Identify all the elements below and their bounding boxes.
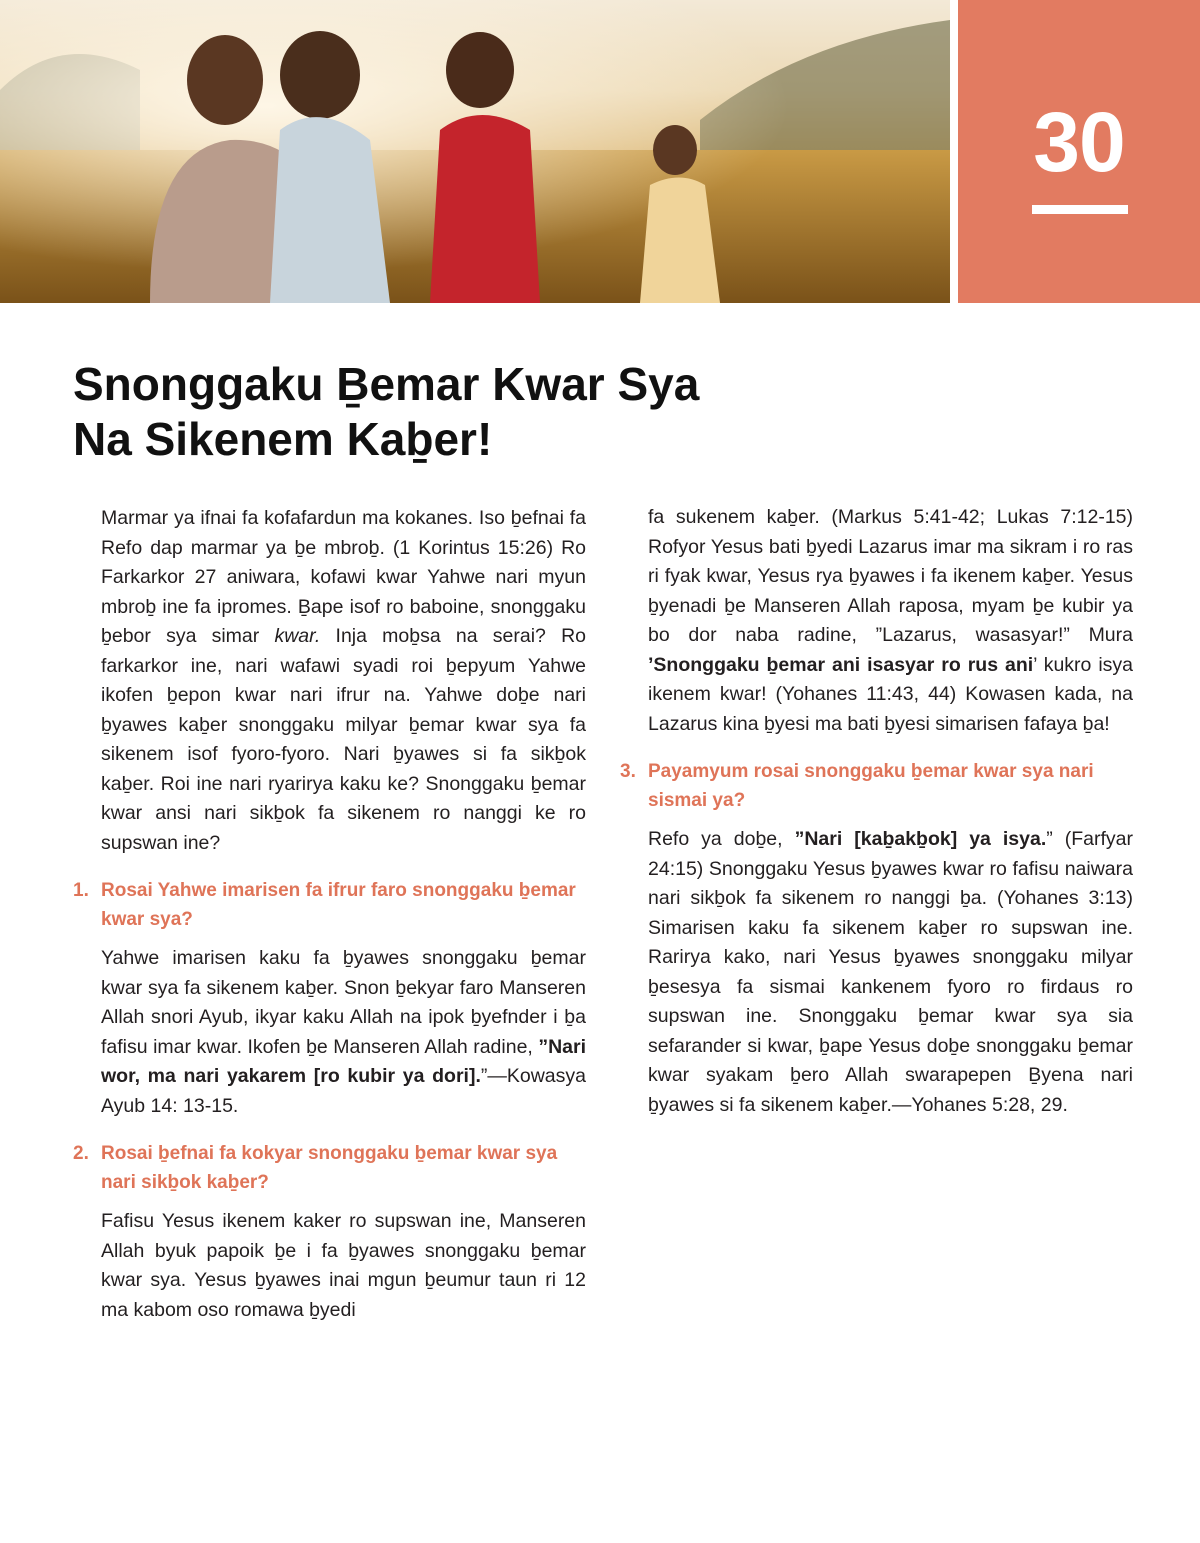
- lesson-number-badge: [958, 0, 1200, 303]
- question-1-number: 1.: [73, 880, 89, 901]
- answer-1: [73, 944, 586, 1121]
- question-2-text: Rosai ḇefnai fa kokyar snonggaku ḇemar kwar sya nari sikḇok kaḇer?: [101, 1143, 558, 1193]
- lesson-number: 30: [1033, 95, 1125, 189]
- answer-2-continued: fa sukenem kaḇer. (Markus 5:41-42; Lukas 7:12-15) Rofyor Yesus bati ḇyedi Lazarus imar ma sikram i ro ras ri fyak kwar, Yesus rya ḇyawes i fa ikenem kaḇer. Yesus ḇyenadi ḇe Manseren Allah raposa, myam ḇe kubir ya bo dor naba radine, ”Lazarus, wasasyar!” Mura: [648, 506, 1133, 646]
- intro-italic: kwar.: [274, 625, 321, 647]
- answer-2-text-b: ’ kukro isya ikenem kwar! (Yohanes 11:43, 44) Kowasen kada, na Lazarus kina ḇyesi ma bati ḇyesi simarisen fafaya ḇa!: [648, 653, 1133, 735]
- answer-1-quote: ”Nari wor, ma nari yakarem [ro kubir ya dori].: [101, 1035, 586, 1087]
- page-title: [73, 357, 833, 467]
- answer-3-text-b: ” (Farfyar 24:15) Snonggaku Yesus ḇyawes kwar ro fafisu naiwara nari sikḇok fa sikenem ro nanggi ḇa. (Yohanes 3:13) Simarisen kaku fa sikenem kaḇer ro supswan ine. Rarirya kako, nari Yesus ḇyawes snonggaku milyar ḇesesya fa sismai kankenem fyoro ro firdaus ro supswan ine. Snonggaku ḇemar kwar sya sia sefarander si kwar, ḇape Yesus doḇe snonggaku ḇemar kwar syakam ḇero Allah swarapepen Ḇyena nari ḇyawes si fa sikenem kaḇer.—Yohanes 5:28, 29.: [648, 828, 1133, 1116]
- intro-paragraph: [73, 504, 586, 858]
- right-column: [620, 503, 1133, 1120]
- answer-2-part-2: [620, 503, 1133, 739]
- intro-text-1: Marmar ya ifnai fa kofafardun ma kokanes. Iso ḇefnai fa Refo dap marmar ya ḇe mbroḇ. (1 Korintus 15:26) Ro Farkarkor 27 aniwara, kofawi kwar Yahwe nari myun mbroḇ ine fa ipromes. Ḇape isof ro baboine, snonggaku ḇebor sya simar: [101, 507, 586, 647]
- family-in-field-photo-icon: [0, 0, 950, 303]
- badge-underline: [1032, 205, 1128, 214]
- title-line-1: Snonggaku Ḇemar Kwar Sya: [73, 358, 700, 410]
- answer-2-part-1: [73, 1207, 586, 1325]
- title-line-2: Na Sikenem Kaḇer!: [73, 413, 493, 465]
- left-column: [73, 504, 586, 1325]
- answer-3-quote: ”Nari [kaḇakḇok] ya isya.: [794, 828, 1047, 850]
- answer-3: [620, 825, 1133, 1120]
- answer-2-text-a: Fafisu Yesus ikenem kaker ro supswan ine, Manseren Allah byuk papoik ḇe i fa ḇyawes snonggaku ḇemar kwar sya. Yesus ḇyawes inai mgun ḇeumur taun ri 12 ma kabom oso romawa ḇyedi: [101, 1210, 586, 1321]
- question-2: [73, 1139, 586, 1197]
- answer-3-text-a: Refo ya doḇe,: [648, 828, 795, 850]
- question-3-text: Payamyum rosai snonggaku ḇemar kwar sya nari sismai ya?: [648, 761, 1094, 811]
- answer-1-text-b: ”—Kowasya Ayub 14: 13-15.: [101, 1065, 586, 1117]
- question-1: [73, 876, 586, 934]
- question-2-number: 2.: [73, 1143, 89, 1164]
- question-1-text: Rosai Yahwe imarisen fa ifrur faro snonggaku ḇemar kwar sya?: [101, 880, 576, 930]
- question-3: [620, 757, 1133, 815]
- answer-2-quote: ’Snonggaku ḇemar ani isasyar ro rus ani: [648, 653, 1034, 676]
- answer-1-text-a: Yahwe imarisen kaku fa ḇyawes snonggaku ḇemar kwar sya fa sikenem kaḇer. Snon ḇekyar faro Manseren Allah snori Ayub, ikyar kaku Allah na ipok ḇyefnder i ḇa fafisu imar kwar. Ikofen ḇe Manseren Allah radine,: [101, 947, 586, 1058]
- intro-text-2: Inja moḇsa na serai? Ro farkarkor ine, nari wafawi syadi roi ḇepyum Yahwe ikofen ḇepon kwar nari ifrur na. Yahwe doḇe nari ḇyawes kaḇer snonggaku milyar ḇemar kwar sya fa sikenem isof fyoro-fyoro. Nari ḇyawes si fa sikḇok kaḇer. Roi ine nari ryarirya kaku ke? Snonggaku ḇemar kwar ansi nari sikḇok fa sikenem ro nanggi ke ro supswan ine?: [101, 625, 586, 854]
- question-3-number: 3.: [620, 761, 636, 782]
- header-photo: [0, 0, 950, 303]
